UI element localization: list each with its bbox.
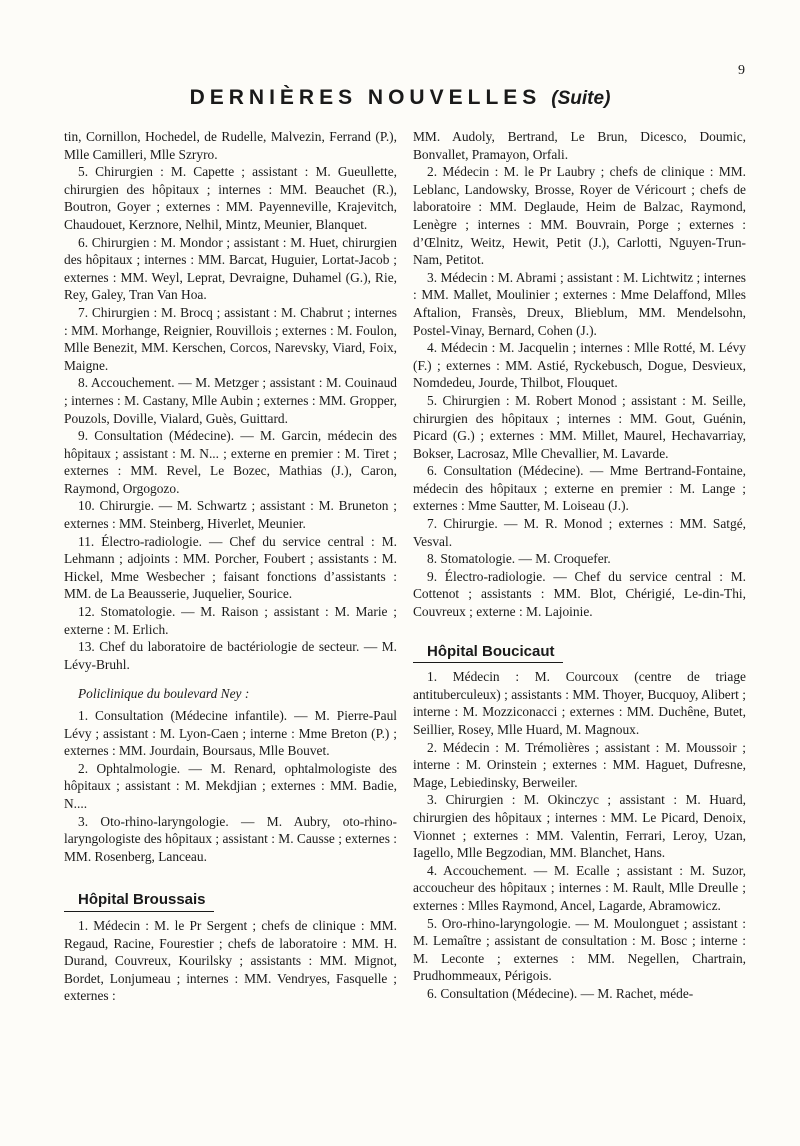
page-header <box>0 86 800 110</box>
paragraph: 6. Consultation (Médecine). — M. Rachet, méde- <box>427 985 694 1001</box>
paragraph: 4. Accouchement. — M. Ecalle ; assistant : M. Suzor, accoucheur des hôpitaux ; internes : M. Rault, Mlle Dreulle ; externes : Mlles Raymond, Ancel, Lagarde, Abramowicz. <box>413 862 746 913</box>
paragraph: 3. Chirurgien : M. Okinczyc ; assistant : M. Huard, chirurgien des hôpitaux ; internes : MM. Le Picard, Denoix, Vionnet ; externes : MM. Valentin, Ferrari, Leroy, Uzan, Iagello, Mlle Begzodian, MM. Blanchet, Hans. <box>413 792 746 861</box>
header-title: DERNIÈRES NOUVELLES <box>189 86 542 109</box>
paragraph: 5. Chirurgien : M. Capette ; assistant : M. Gueullette, chirurgien des hôpitaux ; internes : MM. Beauchet (R.), Boutron, Goyer ; externes : MM. Payenneville, Krajevitch, Chaudouet, Kerznore, Nelhil, Mintz, Meunier, Blanquet. <box>64 164 397 232</box>
title-rule <box>64 911 214 912</box>
paragraph: 5. Oro-rhino-laryngologie. — M. Moulonguet ; assistant : M. Lemaître ; assistant de consultation : M. Bosc ; interne : M. Leconte ; externes : MM. Negellen, Chartrain, Prudhommeaux, Périgois. <box>413 915 746 984</box>
hospital-title-broussais: Hôpital Broussais <box>78 891 206 909</box>
paragraph: tin, Cornillon, Hochedel, de Rudelle, Malvezin, Ferrand (P.), Mlle Camilleri, Mlle Szryro. <box>64 129 397 162</box>
left-column <box>64 128 397 1005</box>
paragraph: 2. Ophtalmologie. — M. Renard, ophtalmologiste des hôpitaux ; assistant : M. Mekdjian ; externes : MM. Badie, N.... <box>64 760 397 811</box>
paragraph: 12. Stomatologie. — M. Raison ; assistant : M. Marie ; externe : M. Erlich. <box>64 604 397 637</box>
paragraph: 1. Médecin : M. Courcoux (centre de triage antituberculeux) ; assistants : MM. Thoyer, Bucquoy, Alibert ; interne : M. Mozziconacci ; externes : MM. Duchêne, Butet, Seillier, Rosey, Mlle Huard, M. Magnoux. <box>413 669 746 737</box>
paragraph: 6. Consultation (Médecine). — Mme Bertrand-Fontaine, médecin des hôpitaux ; externe en premier : M. Lange ; externes : Mme Sautter, M. Loiseau (J.). <box>413 463 746 514</box>
paragraph: 5. Chirurgien : M. Robert Monod ; assistant : M. Seille, chirurgien des hôpitaux ; internes : MM. Gout, Guénin, Picard (G.) ; externes : MM. Millet, Maurel, Hechavarriay, Bokser, Lacrosaz, Mlle Chevallier, M. Lavarde. <box>413 392 746 461</box>
hospital-title-boucicaut: Hôpital Boucicaut <box>427 642 555 660</box>
paragraph: 1. Consultation (Médecine infantile). — M. Pierre-Paul Lévy ; assistant : M. Lyon-Caen ; interne : Mme Breton (P.) ; externes : MM. Jourdain, Boursaus, Mlle Bouvet. <box>64 708 397 759</box>
policlinique-subheading: Policlinique du boulevard Ney : <box>78 686 250 702</box>
paragraph: 11. Électro-radiologie. — Chef du service central : M. Lehmann ; adjoints : MM. Porcher, Foubert ; assistants : M. Hickel, Mme Wesbecher ; faisant fonctions d’assistants : MM. de La Beausserie, Juquelier, Sourice. <box>64 533 397 602</box>
paragraph: 10. Chirurgie. — M. Schwartz ; assistant : M. Bruneton ; externes : MM. Steinberg, Hiverlet, Meunier. <box>64 498 397 532</box>
title-rule <box>413 662 563 663</box>
right-column <box>413 128 746 1003</box>
paragraph: 9. Électro-radiologie. — Chef du service central : M. Cottenot ; assistants : MM. Blot, Chérigié, Le-din-Thi, Couvreux ; externe : M. Lajoinie. <box>413 568 746 620</box>
paragraph: 1. Médecin : M. le Pr Sergent ; chefs de clinique : MM. Regaud, Racine, Fourestier ; chefs de laboratoire : MM. H. Durand, Couvreux, Kourilsky ; assistants : MM. Mignot, Bordet, Lonjumeau ; internes : MM. Vendryes, Fasquelle ; externes : <box>64 917 397 1004</box>
page-number: 9 <box>738 63 745 78</box>
paragraph: 2. Médecin : M. Trémolières ; assistant : M. Moussoir ; interne : M. Orinstein ; externes : MM. Haguet, Dufresne, Mage, Lebiedinsky, Berweiler. <box>413 739 746 790</box>
paragraph: 7. Chirurgien : M. Brocq ; assistant : M. Chabrut ; internes : MM. Morhange, Reignier, Rouvillois ; externes : M. Foulon, Mlle Benezit, MM. Kerschen, Corcos, Narevsky, Viard, Foix, Maigne. <box>64 304 397 373</box>
paragraph: 9. Consultation (Médecine). — M. Garcin, médecin des hôpitaux ; assistant : M. N... ; externe en premier : M. Tiret ; externes : MM. Revel, Le Bozec, Mathias (J.), Caron, Raymond, Orgogozo. <box>64 428 397 496</box>
paragraph: 3. Oto-rhino-laryngologie. — M. Aubry, oto-rhino-laryngologiste des hôpitaux ; assistant : M. Causse ; externes : MM. Rosenberg, Lanceau. <box>64 813 397 864</box>
paragraph: 3. Médecin : M. Abrami ; assistant : M. Lichtwitz ; internes : MM. Mallet, Moulinier ; externes : Mme Delaffond, Mlles Aftalion, Fransès, Dreux, Blieblum, MM. Mendelsohn, Postel-Vinay, Bernard, Cohen (J.). <box>413 269 746 338</box>
paragraph: 2. Médecin : M. le Pr Laubry ; chefs de clinique : MM. Leblanc, Landowsky, Brosse, Royer de Véricourt ; chefs de laboratoire : MM. Deglaude, Heim de Balzac, Raymond, Lenègre ; internes : MM. Bouvrain, Porge ; externes : d’Œlnitz, Weitz, Hewit, Petit (J.), Carlotti, Nguyen-Trun-Nam, Petitot. <box>413 164 746 268</box>
paragraph: 6. Chirurgien : M. Mondor ; assistant : M. Huet, chirurgien des hôpitaux ; internes : MM. Barcat, Huguier, Lortat-Jacob ; externes : MM. Weyl, Leprat, Devraigne, Duhamel (G.), Rie, Rey, Galey, Tran Van Hoa. <box>64 234 397 303</box>
paragraph: 8. Stomatologie. — M. Croquefer. <box>427 551 611 567</box>
paragraph: 4. Médecin : M. Jacquelin ; internes : Mlle Rotté, M. Lévy (F.) ; externes : MM. Astié, Ryckebusch, Dogue, Desvieux, Nomdedeu, Jourde, Thilbot, Flouquet. <box>413 340 746 391</box>
paragraph: MM. Audoly, Bertrand, Le Brun, Dicesco, Doumic, Bonvallet, Pramayon, Orfali. <box>413 129 746 162</box>
paragraph: 7. Chirurgie. — M. R. Monod ; externes : MM. Satgé, Vesval. <box>413 516 746 549</box>
paragraph: 13. Chef du laboratoire de bactériologie de secteur. — M. Lévy-Bruhl. <box>64 639 397 672</box>
header-suite: (Suite) <box>551 88 611 109</box>
paragraph: 8. Accouchement. — M. Metzger ; assistant : M. Couinaud ; internes : M. Castany, Mlle Aubin ; externes : MM. Gropper, Pouzols, Doville, Vialard, Guès, Guittard. <box>64 375 397 426</box>
